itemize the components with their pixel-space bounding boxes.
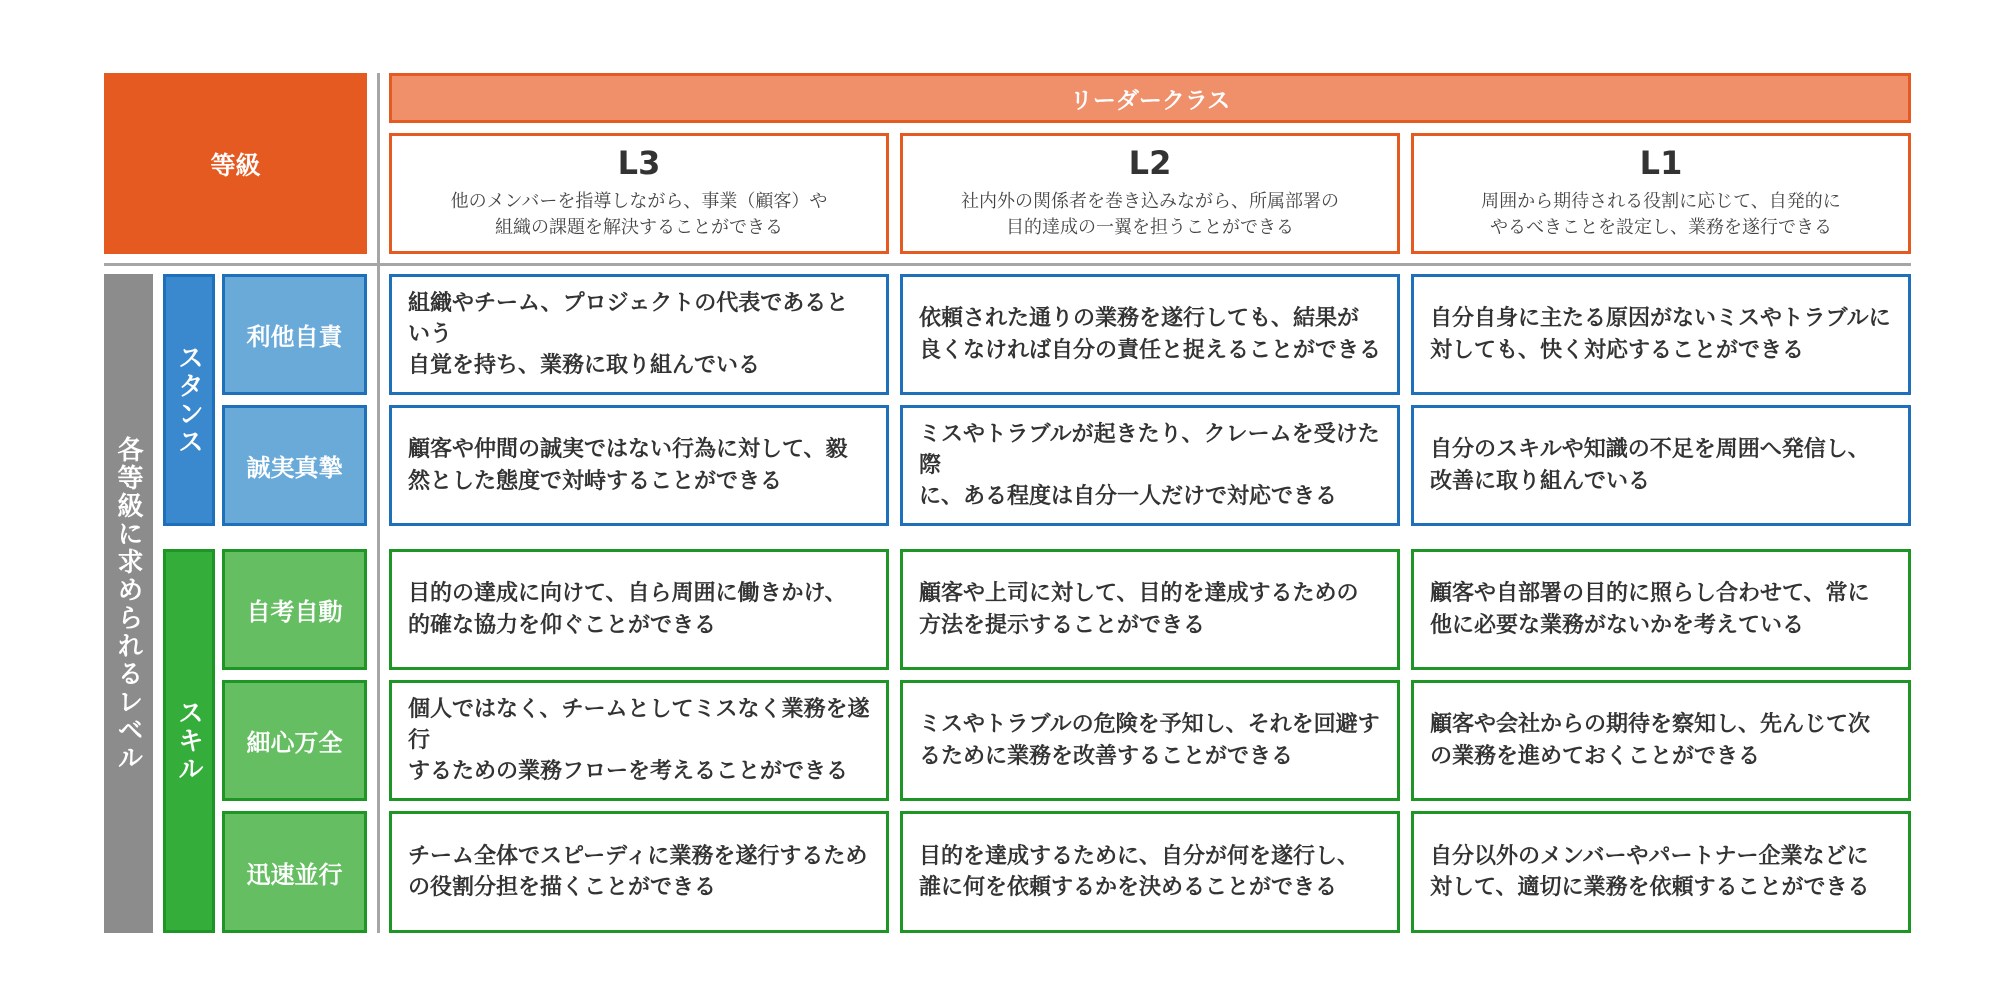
criteria-cell: 顧客や上司に対して、目的を達成するための 方法を提示することができる <box>900 549 1400 670</box>
leader-class-label: リーダークラス <box>1069 87 1231 114</box>
criteria-cell: 自分のスキルや知識の不足を周囲へ発信し、 改善に取り組んでいる <box>1411 405 1911 526</box>
required-level-label: 各等級に求められるレベル <box>113 435 143 772</box>
level-title: L2 <box>1128 143 1172 182</box>
level-title: L1 <box>1639 143 1683 182</box>
grade-header <box>104 73 367 254</box>
criteria-cell: 目的を達成するために、自分が何を遂行し、 誰に何を依頼するかを決めることができる <box>900 811 1400 933</box>
vertical-divider <box>377 73 380 933</box>
level-description: 周囲から期待される役割に応じて、自発的に やるべきことを設定し、業務を遂行できる <box>1481 191 1841 239</box>
criteria-cell: 顧客や自部署の目的に照らし合わせて、常に 他に必要な業務がないかを考えている <box>1411 549 1911 670</box>
row-label: 細心万全 <box>222 680 367 801</box>
criteria-cell: 目的の達成に向けて、自ら周囲に働きかけ、 的確な協力を仰ぐことができる <box>389 549 889 670</box>
grade-label: 等級 <box>210 150 261 180</box>
criteria-cell: 顧客や仲間の誠実ではない行為に対して、毅 然とした態度で対峙することができる <box>389 405 889 526</box>
stance-group <box>163 274 215 526</box>
criteria-cell: 顧客や会社からの期待を察知し、先んじて次 の業務を進めておくことができる <box>1411 680 1911 801</box>
level-l2-box <box>900 133 1400 254</box>
row-label: 誠実真摯 <box>222 405 367 526</box>
skill-label: スキル <box>173 699 204 783</box>
horizontal-divider <box>104 263 1911 266</box>
criteria-cell: 自分以外のメンバーやパートナー企業などに 対して、適切に業務を依頼することができる <box>1411 811 1911 933</box>
level-l3-box <box>389 133 889 254</box>
criteria-cell: 組織やチーム、プロジェクトの代表であるという 自覚を持ち、業務に取り組んでいる <box>389 274 889 395</box>
criteria-cell: 個人ではなく、チームとしてミスなく業務を遂行 するための業務フローを考えることができる <box>389 680 889 801</box>
criteria-cell: 依頼された通りの業務を遂行しても、結果が 良くなければ自分の責任と捉えることができる <box>900 274 1400 395</box>
skill-group <box>163 549 215 933</box>
level-title: L3 <box>617 143 661 182</box>
level-description: 他のメンバーを指導しながら、事業（顧客）や 組織の課題を解決することができる <box>450 191 828 239</box>
level-description: 社内外の関係者を巻き込みながら、所属部署の 目的達成の一翼を担うことができる <box>961 191 1339 239</box>
required-level-column <box>104 274 153 933</box>
stance-label: スタンス <box>173 344 204 456</box>
leader-class-bar <box>389 73 1911 123</box>
level-l1-box <box>1411 133 1911 254</box>
row-label: 利他自責 <box>222 274 367 395</box>
criteria-cell: 自分自身に主たる原因がないミスやトラブルに 対しても、快く対応することができる <box>1411 274 1911 395</box>
row-label: 自考自動 <box>222 549 367 670</box>
criteria-cell: ミスやトラブルの危険を予知し、それを回避す るために業務を改善することができる <box>900 680 1400 801</box>
row-label: 迅速並行 <box>222 811 367 933</box>
criteria-cell: ミスやトラブルが起きたり、クレームを受けた際 に、ある程度は自分一人だけで対応できる <box>900 405 1400 526</box>
criteria-cell: チーム全体でスピーディに業務を遂行するため の役割分担を描くことができる <box>389 811 889 933</box>
